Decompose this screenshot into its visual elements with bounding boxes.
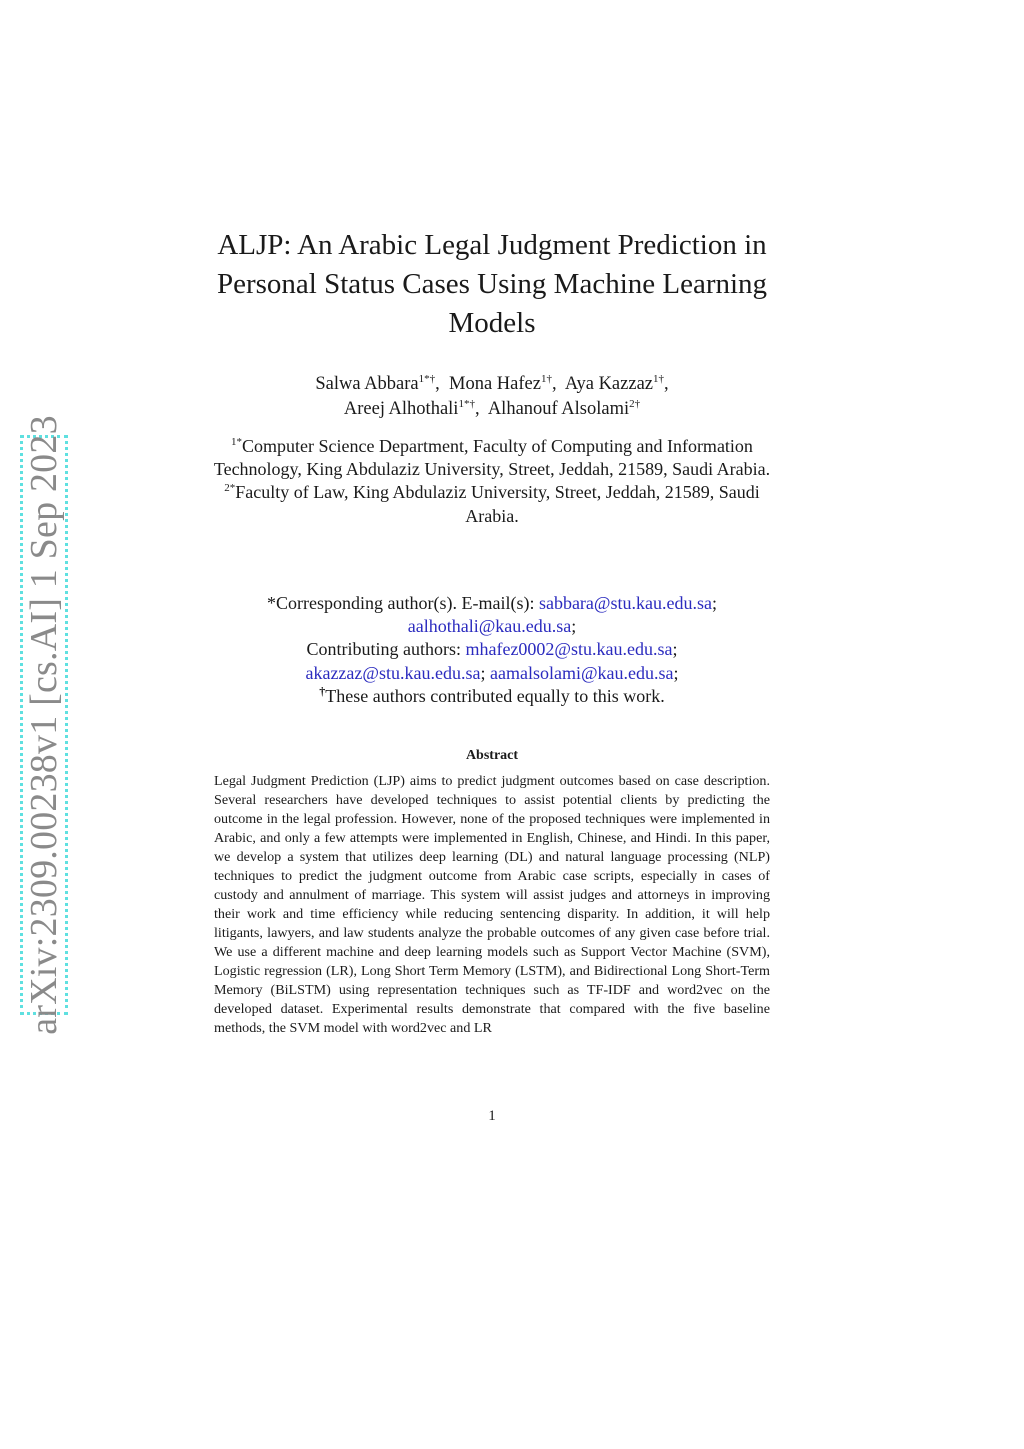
contributing-email-line: akazzaz@stu.kau.edu.sa; aamalsolami@kau.edu.sa; bbox=[305, 662, 679, 683]
email-link[interactable]: mhafez0002@stu.kau.edu.sa bbox=[465, 639, 673, 660]
author: Alhanouf Alsolami$^{2\dagger}$ bbox=[487, 398, 641, 419]
corresponding-email-line: aalhothali@kau.edu.sa; bbox=[407, 616, 577, 637]
email-link[interactable]: aamalsolami@kau.edu.sa bbox=[489, 662, 674, 683]
email-link[interactable]: sabbara@stu.kau.edu.sa bbox=[538, 593, 712, 613]
affiliation: $^{1*}$Computer Science Department, Faculty of Computing and Information Technology, King Abdulaziz University, Street, Jeddah, 21589, Saudi Arabia. bbox=[213, 436, 771, 480]
author: Areej Alhothali$^{1*\dagger}$, bbox=[343, 398, 480, 419]
author-list bbox=[190, 372, 794, 422]
email-link[interactable]: akazzaz@stu.kau.edu.sa bbox=[305, 662, 481, 683]
corresponding-authors-line: *Corresponding author(s). E-mail(s): sabbara@stu.kau.edu.sa; bbox=[267, 593, 717, 613]
email-link[interactable]: aalhothali@kau.edu.sa bbox=[407, 616, 572, 637]
contributing-authors-line: Contributing authors: mhafez0002@stu.kau.edu.sa; bbox=[306, 639, 678, 660]
affiliations bbox=[200, 435, 784, 528]
page-number: 1 bbox=[488, 1108, 496, 1124]
arxiv-identifier-stamp: arXiv:2309.00238v1 [cs.AI] 1 Sep 2023 bbox=[20, 435, 68, 1015]
author: Aya Kazzaz$^{1\dagger}$, bbox=[564, 373, 669, 394]
abstract-heading: Abstract bbox=[465, 748, 519, 763]
paper-title: ALJP: An Arabic Legal Judgment Prediction in Personal Status Cases Using Machine Learning Models bbox=[216, 229, 768, 339]
affiliation: $^{2*}$Faculty of Law, King Abdulaziz University, Street, Jeddah, 21589, Saudi Arabia. bbox=[224, 482, 760, 526]
correspondence-block bbox=[200, 592, 784, 708]
equal-contribution-note: †These authors contributed equally to this work. bbox=[319, 683, 665, 706]
author: Mona Hafez$^{1\dagger}$, bbox=[449, 373, 557, 394]
author: Salwa Abbara$^{1*\dagger}$, bbox=[315, 373, 440, 394]
abstract-text: Legal Judgment Prediction (LJP) aims to predict judgment outcomes based on case description. Several researchers have developed techniques to assist potential clients by predicting the outcome in the legal profession. However, none of the proposed techniques were implemented in Arabic, and only a few attempts were implemented in English, Chinese, and Hindi. In this paper, we develop a system that utilizes deep learning (DL) and natural language processing (NLP) techniques to predict the judgment outcome from Arabic case scripts, especially in cases of custody and annulment of marriage. This system will assist judges and attorneys in improving their work and time efficiency while reducing sentencing disparity. In addition, it will help litigants, lawyers, and law students analyze the probable outcomes of any given case before trial. We use a different machine and deep learning models such as Support Vector Machine (SVM), Logistic regression (LR), Long Short Term Memory (LSTM), and Bidirectional Long Short-Term Memory (BiLSTM) using representation techniques such as TF-IDF and word2vec on the developed dataset. Experimental results demonstrate that compared with the five baseline methods, the SVM model with word2vec and LR bbox=[214, 773, 770, 1036]
